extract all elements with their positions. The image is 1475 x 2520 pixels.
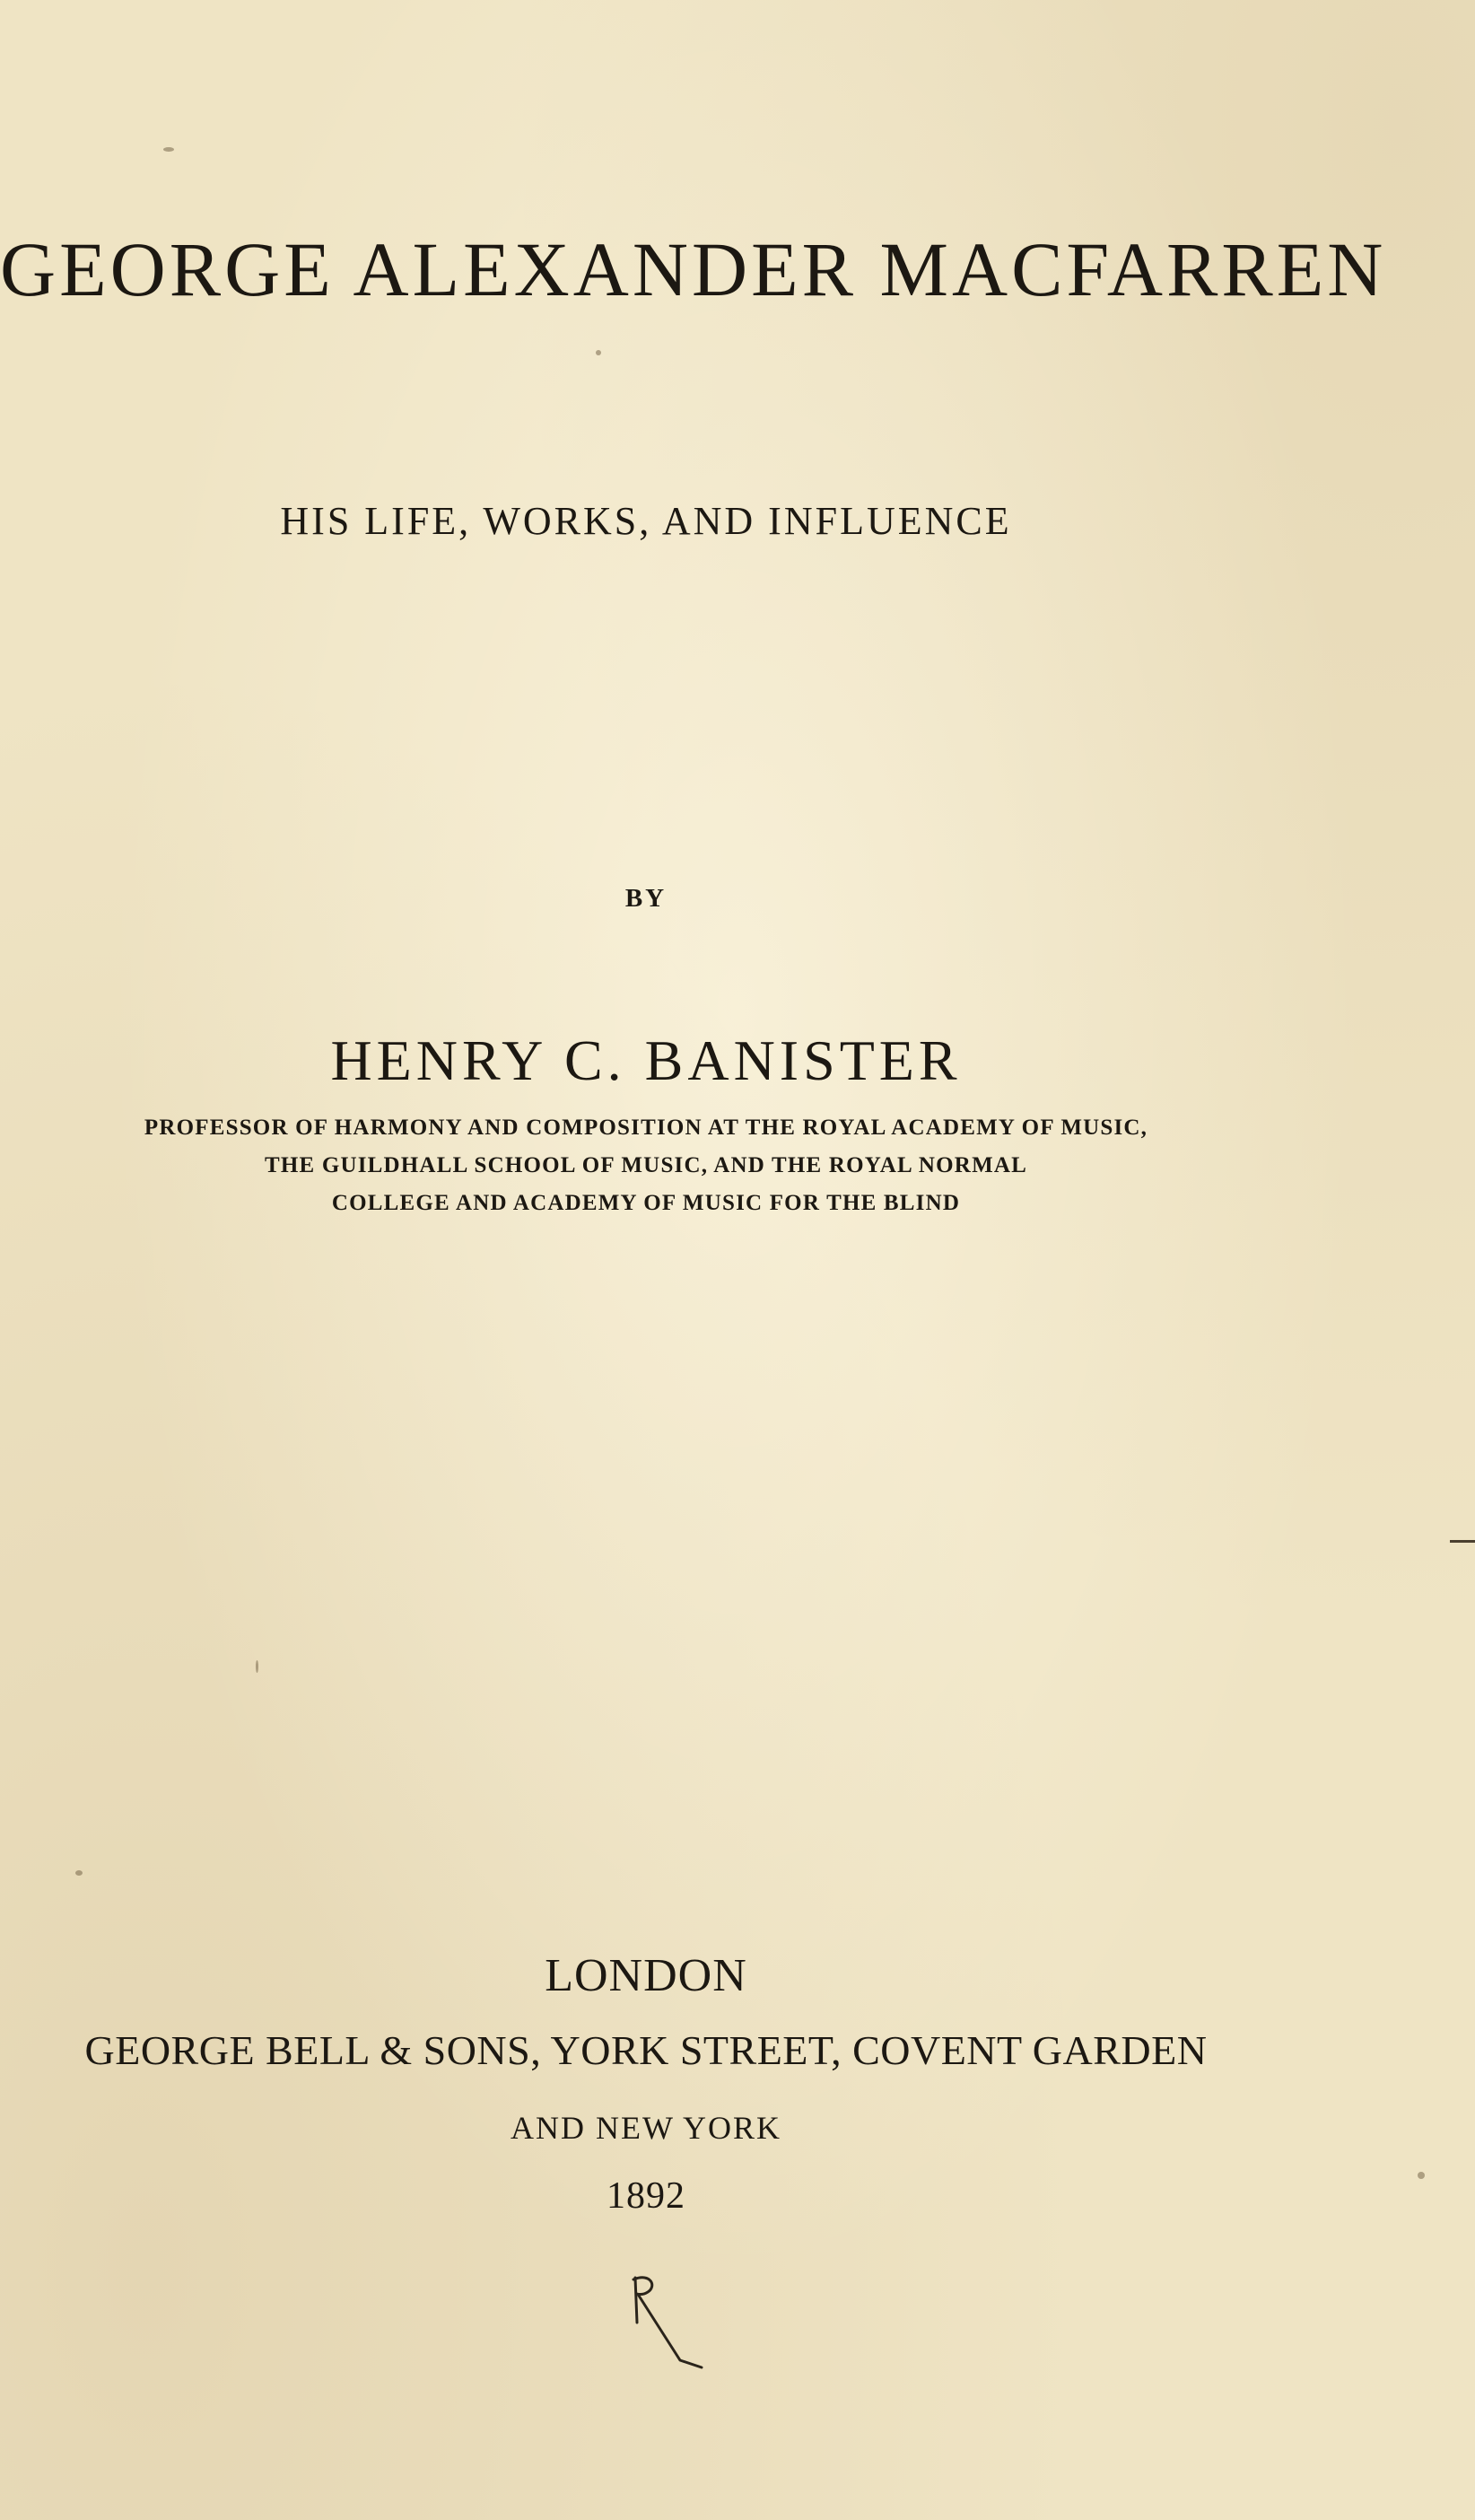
- paper-speck: [1418, 2172, 1425, 2179]
- page-edge-mark: [1450, 1540, 1475, 1543]
- pencil-mark-icon: [626, 2271, 707, 2369]
- author-credential: THE GUILDHALL SCHOOL OF MUSIC, AND THE ROYAL NORMAL: [264, 1153, 1027, 1177]
- imprint-place: LONDON: [545, 1950, 747, 2001]
- paper-speck: [163, 147, 174, 152]
- by-line: BY: [624, 884, 668, 913]
- paper-speck: [596, 350, 601, 355]
- imprint-publisher: GEORGE BELL & SONS, YORK STREET, COVENT GARDEN: [84, 2027, 1208, 2073]
- book-title: GEORGE ALEXANDER MACFARREN: [0, 226, 1387, 312]
- author-name: HENRY C. BANISTER: [330, 1028, 962, 1092]
- paper-speck: [75, 1870, 83, 1876]
- imprint-year: 1892: [607, 2175, 685, 2217]
- author-credential: PROFESSOR OF HARMONY AND COMPOSITION AT THE ROYAL ACADEMY OF MUSIC,: [144, 1116, 1148, 1140]
- author-credential: COLLEGE AND ACADEMY OF MUSIC FOR THE BLIND: [331, 1191, 961, 1215]
- book-subtitle: HIS LIFE, WORKS, AND INFLUENCE: [280, 499, 1012, 543]
- paper-speck: [256, 1660, 258, 1673]
- imprint-cities: AND NEW YORK: [511, 2110, 781, 2146]
